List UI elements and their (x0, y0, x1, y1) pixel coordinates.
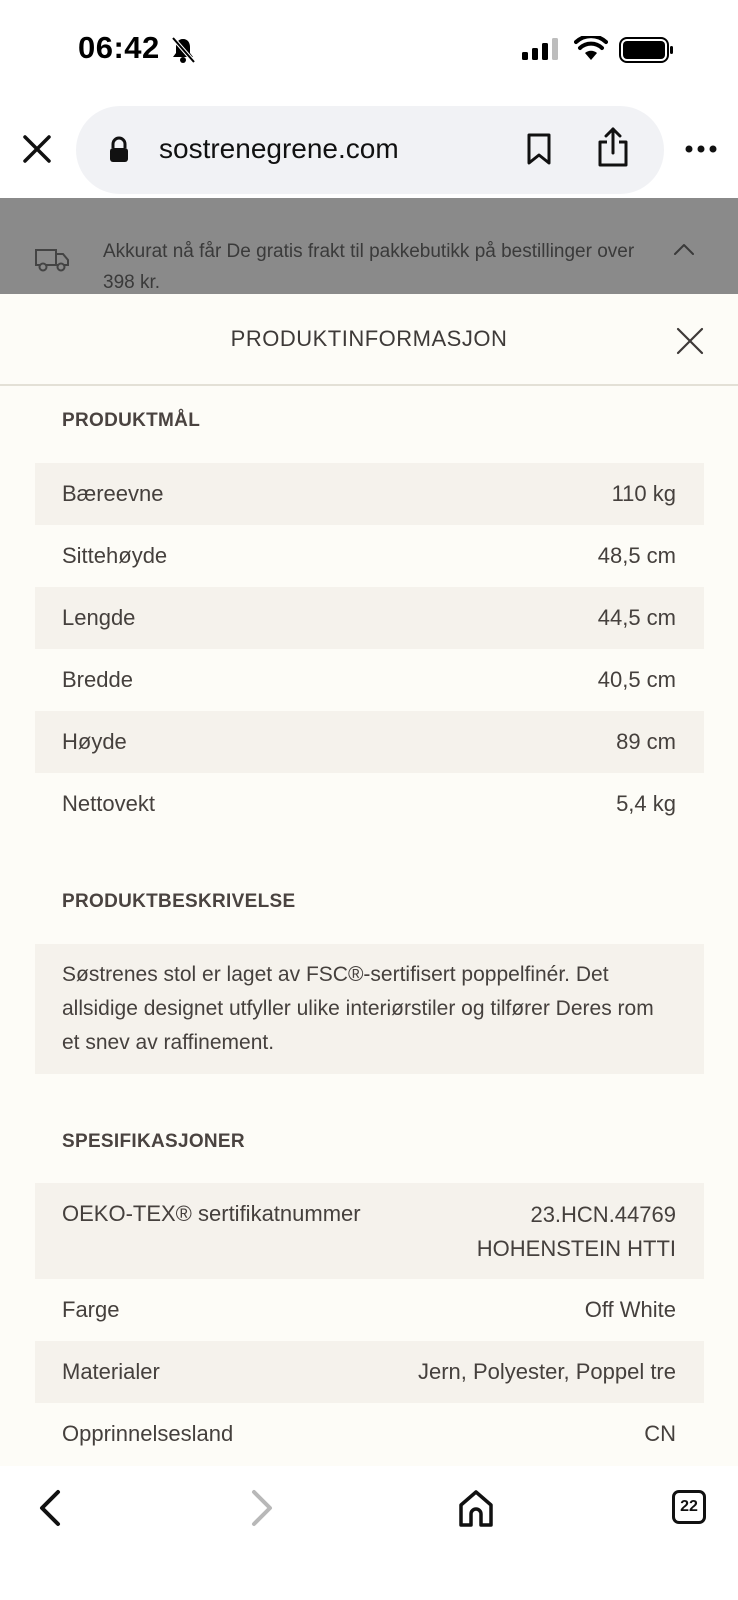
specifications-heading: SPESIFIKASJONER (62, 1131, 245, 1152)
row-value: 110 kg (611, 481, 676, 506)
table-row (35, 649, 704, 711)
table-row (35, 587, 704, 649)
forward-arrow-icon[interactable] (248, 1488, 276, 1528)
row-value: 40,5 cm (597, 667, 676, 692)
status-bar (0, 0, 738, 100)
table-row (35, 1403, 704, 1465)
bell-muted-icon (170, 36, 196, 64)
row-value: Off White (584, 1297, 676, 1322)
row-value (477, 1198, 676, 1266)
row-label: Nettovekt (62, 791, 155, 816)
dimensions-table (35, 463, 704, 835)
lock-icon (108, 136, 130, 164)
description-box (35, 944, 704, 1074)
table-row (35, 1183, 704, 1279)
table-row (35, 773, 704, 835)
row-value: 5,4 kg (616, 791, 676, 816)
browser-toolbar (0, 1466, 738, 1600)
table-row (35, 463, 704, 525)
home-icon[interactable] (457, 1488, 495, 1528)
back-arrow-icon[interactable] (36, 1488, 64, 1528)
row-value: Jern, Polyester, Poppel tre (417, 1359, 676, 1384)
free-shipping-text: Akkurat nå får De gratis frakt til pakkebutikk på bestillinger over 398 kr. (103, 241, 635, 293)
url-text: sostrenegrene.com (159, 133, 399, 164)
description-text: Søstrenes stol er laget av FSC®-sertifisert poppelfinér. Det allsidige designet utfyller ulike interiørstiler og tilfører Deres rom et snev av raffinement. (62, 963, 654, 1054)
more-options-icon[interactable] (684, 142, 718, 156)
row-label: Bredde (62, 667, 133, 692)
free-shipping-banner (0, 198, 738, 294)
close-icon[interactable] (675, 326, 705, 356)
row-label: Høyde (62, 729, 127, 754)
description-heading: PRODUKTBESKRIVELSE (62, 891, 296, 912)
row-label: Sittehøyde (62, 543, 168, 568)
modal-header (0, 294, 738, 386)
chevron-up-icon[interactable] (673, 242, 695, 256)
row-value: 44,5 cm (597, 605, 676, 630)
row-value: 48,5 cm (597, 543, 676, 568)
table-row (35, 525, 704, 587)
row-label: Lengde (62, 605, 136, 630)
modal-title: PRODUKTINFORMASJON (230, 326, 508, 351)
battery-icon (619, 36, 675, 64)
table-row (35, 1341, 704, 1403)
wifi-icon (574, 36, 608, 62)
close-icon[interactable] (18, 130, 56, 168)
row-label: Farge (62, 1297, 120, 1322)
row-label: Materialer (62, 1359, 160, 1384)
row-label: OEKO-TEX® sertifikatnummer (62, 1201, 361, 1226)
dimensions-heading: PRODUKTMÅL (62, 410, 201, 431)
row-value: 89 cm (616, 729, 676, 754)
status-time: 06:42 (78, 30, 160, 65)
tab-count: 22 (680, 1498, 698, 1515)
tabs-button[interactable] (672, 1490, 706, 1524)
table-row (35, 711, 704, 773)
delivery-truck-icon (34, 244, 70, 274)
share-icon[interactable] (596, 126, 630, 168)
row-label: Bæreevne (62, 481, 164, 506)
product-info-modal (0, 294, 738, 1466)
cellular-signal-icon (522, 38, 562, 62)
url-field[interactable] (76, 106, 664, 194)
bookmark-icon[interactable] (524, 132, 554, 166)
row-label: Opprinnelsesland (62, 1421, 234, 1446)
certificate-issuer: HOHENSTEIN HTTI (476, 1236, 676, 1261)
certificate-number: 23.HCN.44769 (530, 1202, 676, 1227)
specifications-table (35, 1183, 704, 1465)
browser-address-bar (0, 100, 738, 198)
table-row (35, 1279, 704, 1341)
row-value: CN (644, 1421, 676, 1446)
